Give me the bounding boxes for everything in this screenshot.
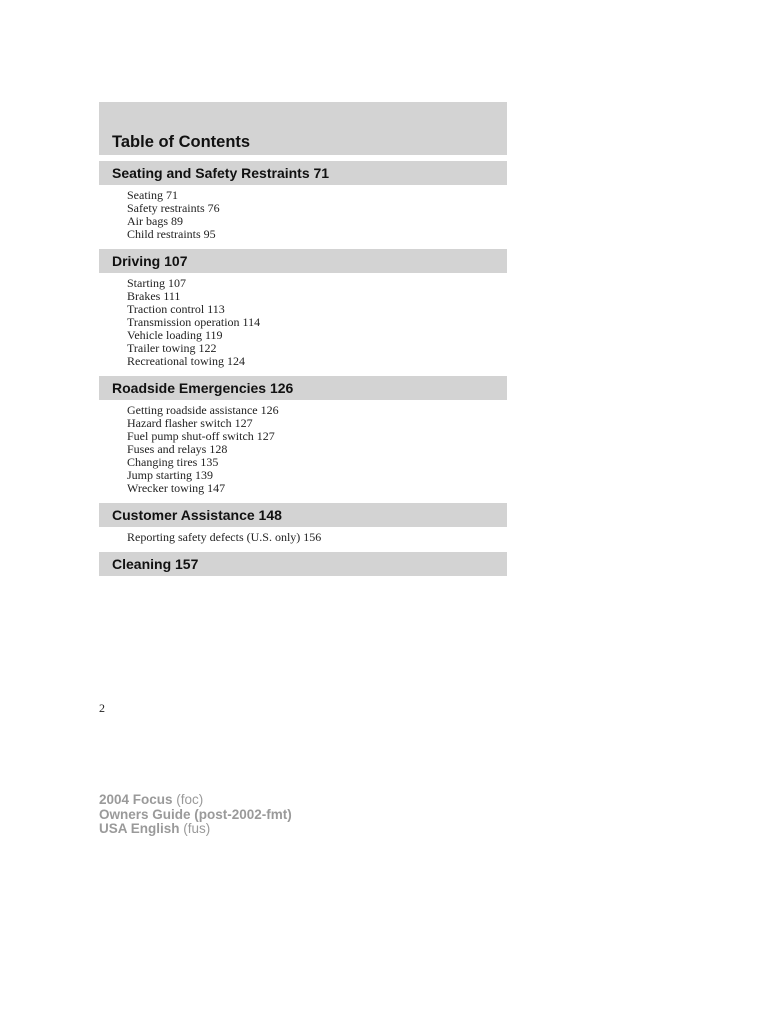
page-number: 2 [99, 701, 105, 715]
toc-item: Wrecker towing 147 [127, 481, 226, 495]
toc-item: Fuses and relays 128 [127, 442, 228, 456]
toc-item: Hazard flasher switch 127 [127, 416, 253, 430]
toc-item: Getting roadside assistance 126 [127, 403, 279, 417]
footer-model-code: (foc) [172, 792, 204, 807]
toc-item: Transmission operation 114 [127, 315, 261, 329]
section-items-seating [99, 185, 507, 243]
section-items-customer-assistance [99, 527, 507, 546]
toc-item: Recreational towing 124 [127, 354, 245, 368]
toc-header [99, 102, 507, 155]
toc-item: Safety restraints 76 [127, 201, 220, 215]
footer-guide-name: Owners Guide (post-2002-fmt) [99, 806, 292, 822]
toc-item: Air bags 89 [127, 214, 183, 228]
footer-language-name: USA English [99, 821, 180, 836]
toc-title: Table of Contents [112, 133, 251, 151]
section-heading-seating: Seating and Safety Restraints 71 [99, 161, 507, 185]
section-heading-customer-assistance: Customer Assistance 148 [99, 503, 507, 527]
toc-item: Trailer towing 122 [127, 341, 217, 355]
document-footer [99, 793, 292, 837]
toc-item: Vehicle loading 119 [127, 328, 223, 342]
footer-line-guide [99, 808, 292, 823]
footer-model-name: 2004 Focus [99, 792, 173, 807]
section-items-roadside [99, 400, 507, 497]
toc-item: Reporting safety defects (U.S. only) 156 [127, 530, 322, 544]
toc-item: Seating 71 [127, 188, 178, 202]
section-heading-driving: Driving 107 [99, 249, 507, 273]
section-heading-cleaning: Cleaning 157 [99, 552, 507, 576]
footer-language-code: (fus) [179, 821, 211, 836]
section-items-driving [99, 273, 507, 370]
toc-item: Fuel pump shut-off switch 127 [127, 429, 275, 443]
toc-item: Jump starting 139 [127, 468, 213, 482]
section-heading-roadside: Roadside Emergencies 126 [99, 376, 507, 400]
toc-item: Traction control 113 [127, 302, 225, 316]
toc-item: Starting 107 [127, 276, 186, 290]
footer-line-language [99, 822, 292, 837]
toc-item: Child restraints 95 [127, 227, 216, 241]
table-of-contents [99, 102, 507, 576]
footer-line-model [99, 793, 292, 808]
toc-item: Changing tires 135 [127, 455, 219, 469]
toc-item: Brakes 111 [127, 289, 181, 303]
